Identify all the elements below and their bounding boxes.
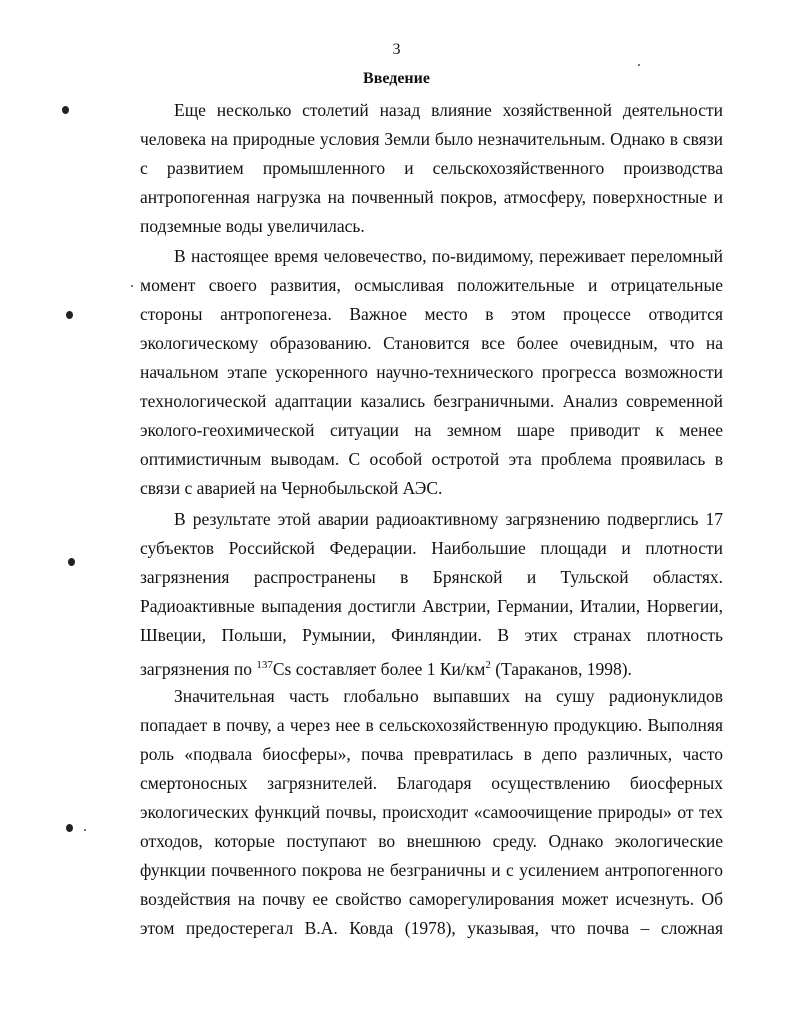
text-fragment: загрязнения по	[140, 658, 257, 679]
superscript-power: 2	[485, 659, 491, 671]
text-line: с развитием промышленного и сельскохозяйственного производства	[140, 158, 723, 178]
text-line: Радиоактивные выпадения достигли Австрии, Германии, Италии, Норвегии,	[140, 596, 723, 616]
text-line: эколого-геохимической ситуации на земном шаре приводит к менее	[140, 420, 723, 440]
text-line: попадает в почву, а через нее в сельскохозяйственную продукцию. Выполняя	[140, 715, 723, 735]
text-line: отходов, которые поступают во внешнюю среду. Однако экологические	[140, 831, 723, 851]
scan-speck	[638, 64, 640, 66]
scan-mark	[66, 311, 73, 319]
text-line: Значительная часть глобально выпавших на сушу радионуклидов	[174, 686, 723, 706]
text-line: В результате этой аварии радиоактивному загрязнению подверглись 17	[174, 509, 723, 529]
text-line: В настоящее время человечество, по-видимому, переживает переломный	[174, 246, 723, 266]
text-line: оптимистичным выводам. С особой остротой эта проблема проявилась в	[140, 449, 723, 469]
text-line: начальном этапе ускоренного научно-технического прогресса возможности	[140, 362, 723, 382]
text-line: связи с аварией на Чернобыльской АЭС.	[140, 478, 443, 498]
text-line: загрязнения распространены в Брянской и Тульской областях.	[140, 567, 723, 587]
text-line: экологическому образованию. Становится все более очевидным, что на	[140, 333, 723, 353]
text-line: Еще несколько столетий назад влияние хозяйственной деятельности	[174, 100, 723, 120]
text-line: антропогенная нагрузка на почвенный покров, атмосферу, поверхностные и	[140, 187, 723, 207]
page-number: 3	[392, 41, 401, 58]
text-line: этом предостерегал В.А. Ковда (1978), указывая, что почва – сложная	[140, 918, 723, 938]
scan-mark	[66, 824, 73, 832]
text-fragment: (Тараканов, 1998).	[490, 658, 632, 679]
text-line-with-superscripts	[140, 651, 723, 680]
text-line: воздействия на почву ее свойство саморегулирования может исчезнуть. Об	[140, 889, 723, 909]
scan-speck	[131, 285, 133, 287]
text-line: Швеции, Польши, Румынии, Финляндии. В этих странах плотность	[140, 625, 723, 645]
text-fragment: Cs составляет более 1 Ки/км	[272, 658, 486, 679]
text-line: субъектов Российской Федерации. Наибольшие площади и плотности	[140, 538, 723, 558]
text-line: экологических функций почвы, происходит «самоочищение природы» от тех	[140, 802, 723, 822]
text-line: человека на природные условия Земли было незначительным. Однако в связи	[140, 129, 723, 149]
superscript-isotope: 137	[256, 659, 273, 671]
text-line: смертоносных загрязнителей. Благодаря осуществлению биосферных	[140, 773, 723, 793]
text-line: стороны антропогенеза. Важное место в этом процессе отводится	[140, 304, 723, 324]
text-line: функции почвенного покрова не безграничны и с усилением антропогенного	[140, 860, 723, 880]
text-line: роль «подвала биосферы», почва превратилась в депо различных, часто	[140, 744, 723, 764]
scan-mark	[62, 106, 69, 114]
scan-speck	[84, 829, 86, 831]
text-line: момент своего развития, осмысливая положительные и отрицательные	[140, 275, 723, 295]
text-line: подземные воды увеличилась.	[140, 216, 365, 236]
text-line: технологической адаптации казались безграничными. Анализ современной	[140, 391, 723, 411]
section-heading: Введение	[363, 70, 430, 87]
scan-mark	[68, 558, 75, 566]
